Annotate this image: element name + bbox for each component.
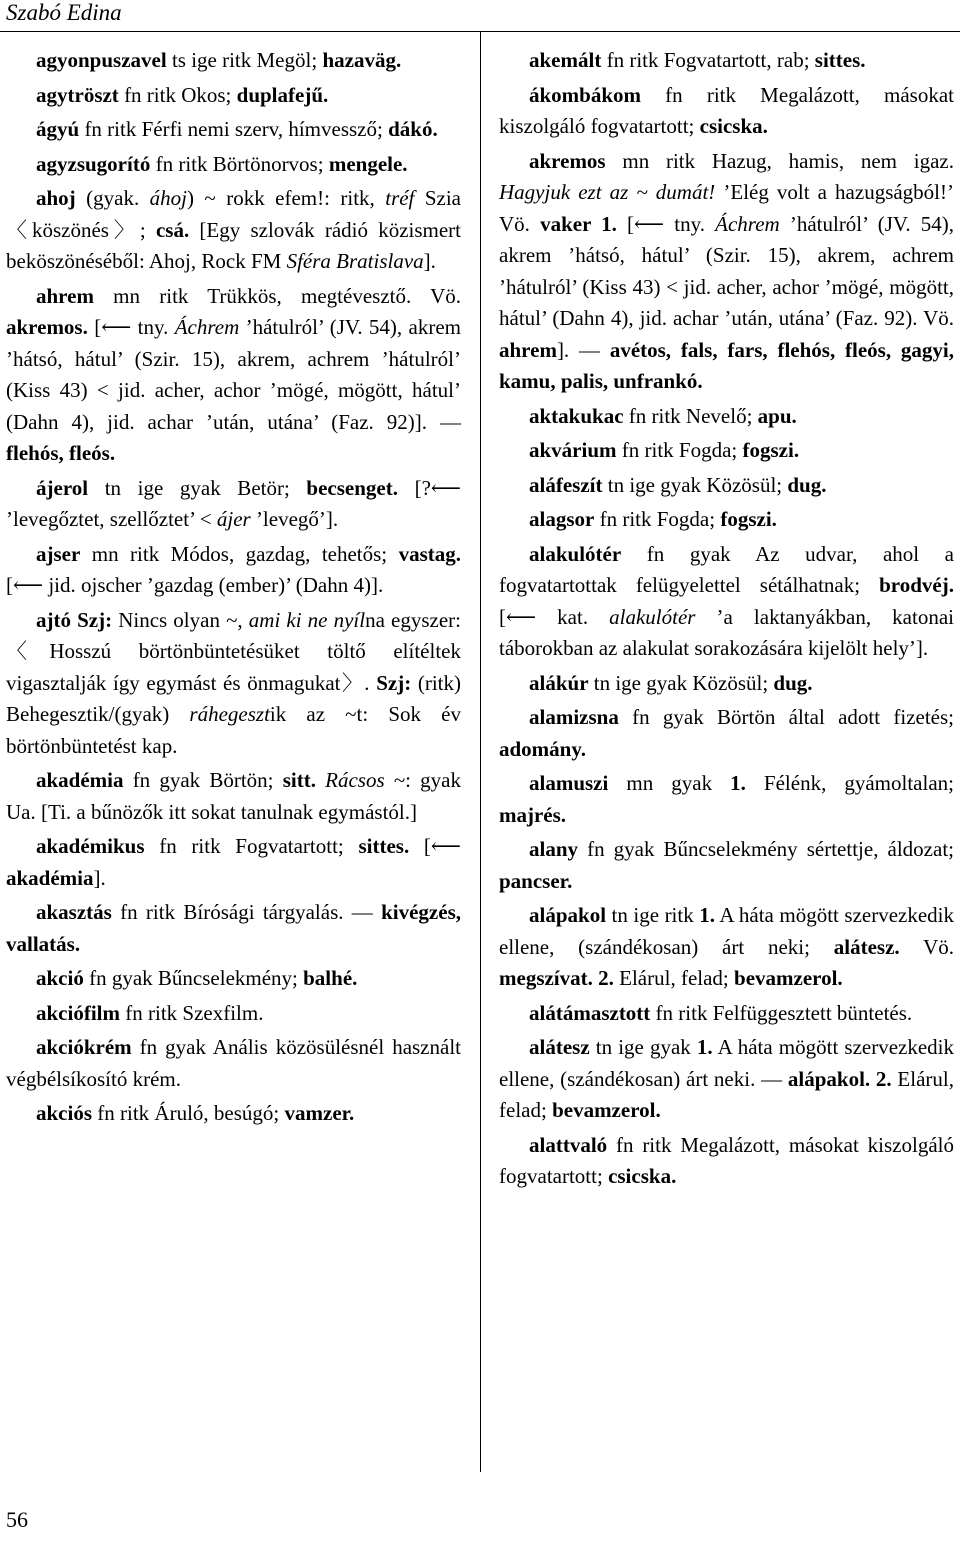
entry-text: ’a laktanyákban, katonai táborokban az alakulat sorakozására kijelölt hely’]. — [499, 604, 954, 660]
entry-bold-text: ahrem — [499, 337, 557, 362]
entry-text: fn ritk Fogvatartott, rab; — [601, 48, 815, 72]
entry-bold-text: apu. — [757, 403, 797, 428]
entry-bold-text: flehós, fleós. — [6, 441, 116, 465]
entry-text: (gyak. — [75, 186, 150, 210]
entry-text: ’hátulról’ (JV. 54), akrem ’hátsó, hátul’ (Szir. 15), akrem, achrem ’hátulról’ (Kiss 43) < jid. acher, achor ’mögé, mögött, hátul’ (Dahn 4), jid. achar ’után, utána’ (Faz. 92). Vö. — [499, 211, 954, 330]
dictionary-entry — [6, 765, 461, 828]
entry-bold-text: fogszi. — [720, 507, 777, 531]
entry-text: fn ritk Bírósági tárgyalás. — — [111, 900, 382, 924]
entry-text: (ritk) Behegesztik/(gyak) — [6, 670, 461, 726]
entry-text: Félénk, gyámoltalan; — [745, 771, 954, 795]
dictionary-entry — [499, 768, 954, 831]
entry-italic-text: ájer — [216, 507, 251, 531]
entry-headword: alamuszi — [529, 771, 609, 795]
entry-bold-text: Szj: — [376, 670, 412, 695]
entry-bold-text: majrés. — [499, 802, 567, 827]
entry-italic-text: tréf — [385, 186, 415, 210]
page-number: 56 — [6, 1507, 28, 1532]
dictionary-entry — [499, 834, 954, 897]
entry-headword: akciófilm — [36, 1000, 120, 1025]
dictionary-entry — [6, 80, 461, 112]
entry-italic-text: áhoj — [149, 186, 187, 210]
entry-bold-text: 2. — [598, 966, 614, 990]
dictionary-entry — [6, 183, 461, 278]
entry-italic-text: Áchrem — [715, 211, 780, 236]
entry-text: ~: gyak Ua. [Ti. a bűnözők itt sokat tanulnak egymástól.] — [6, 768, 462, 824]
dictionary-entry — [6, 1098, 461, 1130]
entry-bold-text: csicska. — [608, 1164, 677, 1188]
dictionary-entry — [499, 435, 954, 467]
entry-bold-text: brodvéj. — [879, 573, 954, 597]
entry-text: fn ritk Férfi nemi szerv, hímvessző; — [79, 117, 389, 141]
entry-italic-text: alakulótér — [609, 604, 696, 629]
entry-text: ’Elég volt a hazugságból!’ Vö. — [499, 180, 955, 236]
entry-headword: ákombákom — [529, 82, 642, 107]
dictionary-entry — [6, 831, 461, 894]
dictionary-entry — [499, 1032, 954, 1127]
entry-text: ) ~ rokk efem!: ritk, — [186, 186, 386, 210]
entry-headword: alakulótér — [529, 541, 622, 566]
entry-text: [⟵ tny. — [616, 211, 716, 236]
entry-bold-text: becsenget. — [306, 475, 398, 500]
entry-text: [?⟵ ’levegőztet, szellőztet’ < — [6, 475, 461, 531]
entry-bold-text: avétos, fals, fars, flehós, fleós, gagyi, kamu, palis, unfrankó. — [499, 337, 954, 393]
entry-text: Vö. — [899, 934, 954, 959]
dictionary-entry — [499, 668, 954, 700]
entry-headword: agyonpuszavel — [36, 48, 167, 72]
entry-headword: akciós — [36, 1101, 93, 1125]
dictionary-entry — [499, 702, 954, 765]
dictionary-entry — [499, 401, 954, 433]
entry-italic-text: ami ki ne nyíl — [248, 607, 366, 632]
entry-bold-text: megszívat. — [499, 966, 593, 990]
dictionary-entry — [6, 45, 461, 77]
entry-bold-text: csá. — [155, 217, 190, 242]
entry-bold-text: vaker 1. — [540, 211, 617, 236]
dictionary-entry — [6, 539, 461, 602]
entry-text: mn gyak — [608, 771, 731, 795]
entry-text: ]. — [423, 249, 436, 273]
entry-headword: ágyú — [36, 117, 80, 141]
entry-bold-text: alátesz. — [833, 934, 900, 959]
entry-headword: aláfeszít — [529, 472, 603, 497]
entry-text: fn gyak Az udvar, ahol a fogvatartottak felügyelettel sétálhatnak; — [499, 541, 954, 597]
entry-text: ]. — — [556, 337, 610, 362]
dictionary-entry — [6, 605, 461, 763]
entry-headword: akadémikus — [36, 834, 145, 858]
running-header-author: Szabó Edina — [6, 0, 122, 25]
entry-headword: alattvaló — [529, 1132, 608, 1157]
entry-bold-text: sittes. — [358, 834, 410, 858]
dictionary-entry — [499, 80, 954, 143]
entry-bold-text: csicska. — [699, 114, 768, 138]
entry-text: tn ige gyak Közösül; — [588, 670, 774, 695]
right-column — [499, 45, 954, 1196]
entry-text: fn ritk Fogda; — [616, 438, 743, 462]
entry-text: tn ige gyak — [589, 1035, 697, 1059]
entry-headword: akciókrém — [36, 1035, 132, 1059]
entry-italic-text: Áchrem — [174, 315, 240, 339]
entry-text: mn ritk Trükkös, megtévesztő. Vö. — [93, 283, 461, 308]
entry-headword: alátesz — [529, 1035, 590, 1059]
entry-bold-text: fogszi. — [742, 438, 800, 462]
entry-text: fn ritk Nevelő; — [623, 403, 758, 428]
dictionary-entry — [499, 45, 954, 77]
entry-text: [⟵ tny. — [87, 315, 175, 339]
entry-text: fn ritk Fogvatartott; — [144, 834, 359, 858]
entry-text: fn ritk Börtönorvos; — [150, 151, 329, 176]
entry-headword: aktakukac — [529, 403, 624, 428]
entry-headword: alápakol — [529, 903, 607, 927]
entry-text: fn ritk Felfüggesztett büntetés. — [650, 1000, 913, 1025]
dictionary-entry — [6, 897, 461, 960]
entry-text: fn ritk Áruló, besúgó; — [92, 1101, 285, 1125]
entry-italic-text: ráhegeszt — [189, 702, 270, 726]
entry-text: A háta mögött szervezkedik ellene, (szándékosan) árt neki. — — [499, 1035, 954, 1091]
entry-text: mn ritk Hazug, hamis, nem igaz. — [605, 148, 954, 173]
entry-text: A háta mögött szervezkedik ellene, (szándékosan) árt neki; — [499, 903, 954, 959]
entry-text: fn ritk Megalázott, másokat kiszolgáló fogvatartott; — [499, 1132, 954, 1188]
entry-text: Szia 〈köszönés〉; — [6, 186, 461, 242]
dictionary-entry — [499, 146, 954, 398]
entry-italic-text: Hagyjuk ezt az ~ dumát! — [499, 180, 716, 204]
entry-bold-text: duplafejű. — [236, 82, 329, 107]
entry-headword: alagsor — [529, 507, 595, 531]
dictionary-entry — [6, 281, 461, 470]
entry-headword: ahrem — [36, 283, 94, 308]
entry-text: [Egy szlovák rádió közismert beköszönéséből: Ahoj, Rock FM — [6, 217, 461, 273]
entry-headword: agytröszt — [36, 82, 119, 107]
entry-text: Elárul, felad; — [613, 966, 735, 990]
dictionary-entry — [6, 149, 461, 181]
dictionary-entry — [499, 900, 954, 995]
entry-bold-text: 1. — [699, 903, 715, 927]
entry-text: ts ige ritk Megöl; — [166, 48, 323, 72]
entry-bold-text: 1. — [696, 1035, 713, 1059]
entry-headword: ajtó Szj: — [36, 607, 113, 632]
entry-text: ik az ~t: Sok év börtönbüntetést kap. — [6, 702, 461, 758]
entry-text: ]. — [93, 865, 106, 890]
entry-text: fn ritk Szexfilm. — [120, 1000, 264, 1025]
dictionary-entry — [6, 114, 461, 146]
entry-bold-text: dug. — [787, 472, 827, 497]
entry-headword: ahoj — [36, 186, 76, 210]
entry-text: Elárul, felad; — [499, 1066, 954, 1122]
entry-bold-text: sittes. — [814, 48, 866, 72]
entry-bold-text: mengele. — [328, 151, 408, 176]
entry-text: na egyszer: 〈Hosszú börtönbüntetésüket töltő elítéltek vigasztalják így egymást és önmagukat〉. — [6, 607, 461, 695]
entry-text: fn gyak Börtön által adott fizetés; — [618, 705, 954, 729]
entry-bold-text: akremos. — [6, 315, 88, 339]
dictionary-entry — [499, 504, 954, 536]
dictionary-entry — [499, 539, 954, 665]
entry-bold-text: 2. — [875, 1066, 892, 1091]
entry-bold-text: kivégzés, vallatás. — [6, 900, 461, 956]
entry-bold-text: 1. — [730, 771, 746, 795]
dictionary-entry — [499, 470, 954, 502]
entry-text: fn ritk Okos; — [118, 82, 237, 107]
entry-bold-text: bevamzerol. — [734, 966, 843, 990]
entry-bold-text: akadémia — [6, 865, 94, 890]
entry-text — [316, 768, 325, 792]
entry-bold-text: hazaväg. — [322, 48, 402, 72]
entry-bold-text: balhé. — [303, 966, 358, 990]
dictionary-entry — [499, 1130, 954, 1193]
entry-headword: akremos — [529, 148, 606, 173]
entry-headword: akció — [36, 966, 84, 990]
column-divider — [480, 32, 481, 1472]
entry-text: fn gyak Börtön; — [123, 768, 283, 792]
entry-bold-text: vastag. — [398, 541, 461, 566]
entry-text: tn ige gyak Közösül; — [602, 472, 788, 497]
entry-bold-text: bevamzerol. — [552, 1098, 661, 1122]
entry-text: [⟵ jid. ojscher ’gazdag (ember)’ (Dahn 4)]. — [6, 573, 384, 597]
entry-text: tn ige ritk — [606, 903, 700, 927]
entry-italic-text: Sféra Bratislava — [286, 249, 424, 273]
entry-headword: akvárium — [529, 438, 617, 462]
entry-bold-text: sitt. — [282, 768, 316, 792]
entry-bold-text: alápakol. — [787, 1066, 871, 1091]
dictionary-entry — [6, 1032, 461, 1095]
entry-headword: akemált — [529, 48, 602, 72]
entry-headword: akadémia — [36, 768, 124, 792]
entry-headword: ajser — [36, 541, 81, 566]
entry-headword: agyzsugorító — [36, 151, 151, 176]
entry-headword: alákúr — [529, 670, 589, 695]
entry-text: fn ritk Fogda; — [594, 507, 721, 531]
entry-italic-text: Rácsos — [325, 768, 385, 792]
left-column — [6, 45, 461, 1133]
entry-text: fn gyak Anális közösülésnél használt végbélsíkosító krém. — [6, 1035, 461, 1091]
entry-bold-text: adomány. — [499, 736, 586, 761]
entry-text: ’levegő’]. — [250, 507, 339, 531]
entry-text: fn gyak Bűncselekmény; — [83, 966, 304, 990]
entry-text: [⟵ kat. — [499, 604, 610, 629]
entry-text: ’hátulról’ (JV. 54), akrem ’hátsó, hátul’ (Szir. 15), akrem, achrem ’hátulról’ (Kiss 43) < jid. acher, achor ’mögé, mögött, hátul’ (Dahn 4), jid. achar ’után, utána’ (Faz. 92)]. — — [6, 315, 461, 434]
dictionary-entry — [6, 473, 461, 536]
entry-text: tn ige gyak Betör; — [88, 475, 307, 500]
dictionary-entry — [6, 998, 461, 1030]
entry-headword: alamizsna — [529, 705, 619, 729]
entry-headword: alany — [529, 837, 579, 861]
entry-headword: akasztás — [36, 900, 112, 924]
entry-text: Nincs olyan ~, — [112, 607, 249, 632]
entry-headword: ájerol — [36, 475, 89, 500]
entry-text: fn ritk Megalázott, másokat kiszolgáló fogvatartott; — [499, 82, 954, 138]
entry-bold-text: dug. — [773, 670, 813, 695]
entry-text: mn ritk Módos, gazdag, tehetős; — [80, 541, 399, 566]
dictionary-entry — [499, 998, 954, 1030]
dictionary-entry — [6, 963, 461, 995]
entry-bold-text: vamzer. — [284, 1101, 355, 1125]
entry-text: fn gyak Bűncselekmény sértettje, áldozat; — [578, 837, 954, 861]
entry-headword: alátámasztott — [529, 1000, 651, 1025]
entry-text: [⟵ — [409, 834, 461, 858]
entry-bold-text: dákó. — [388, 117, 438, 141]
entry-bold-text: pancser. — [499, 868, 573, 893]
